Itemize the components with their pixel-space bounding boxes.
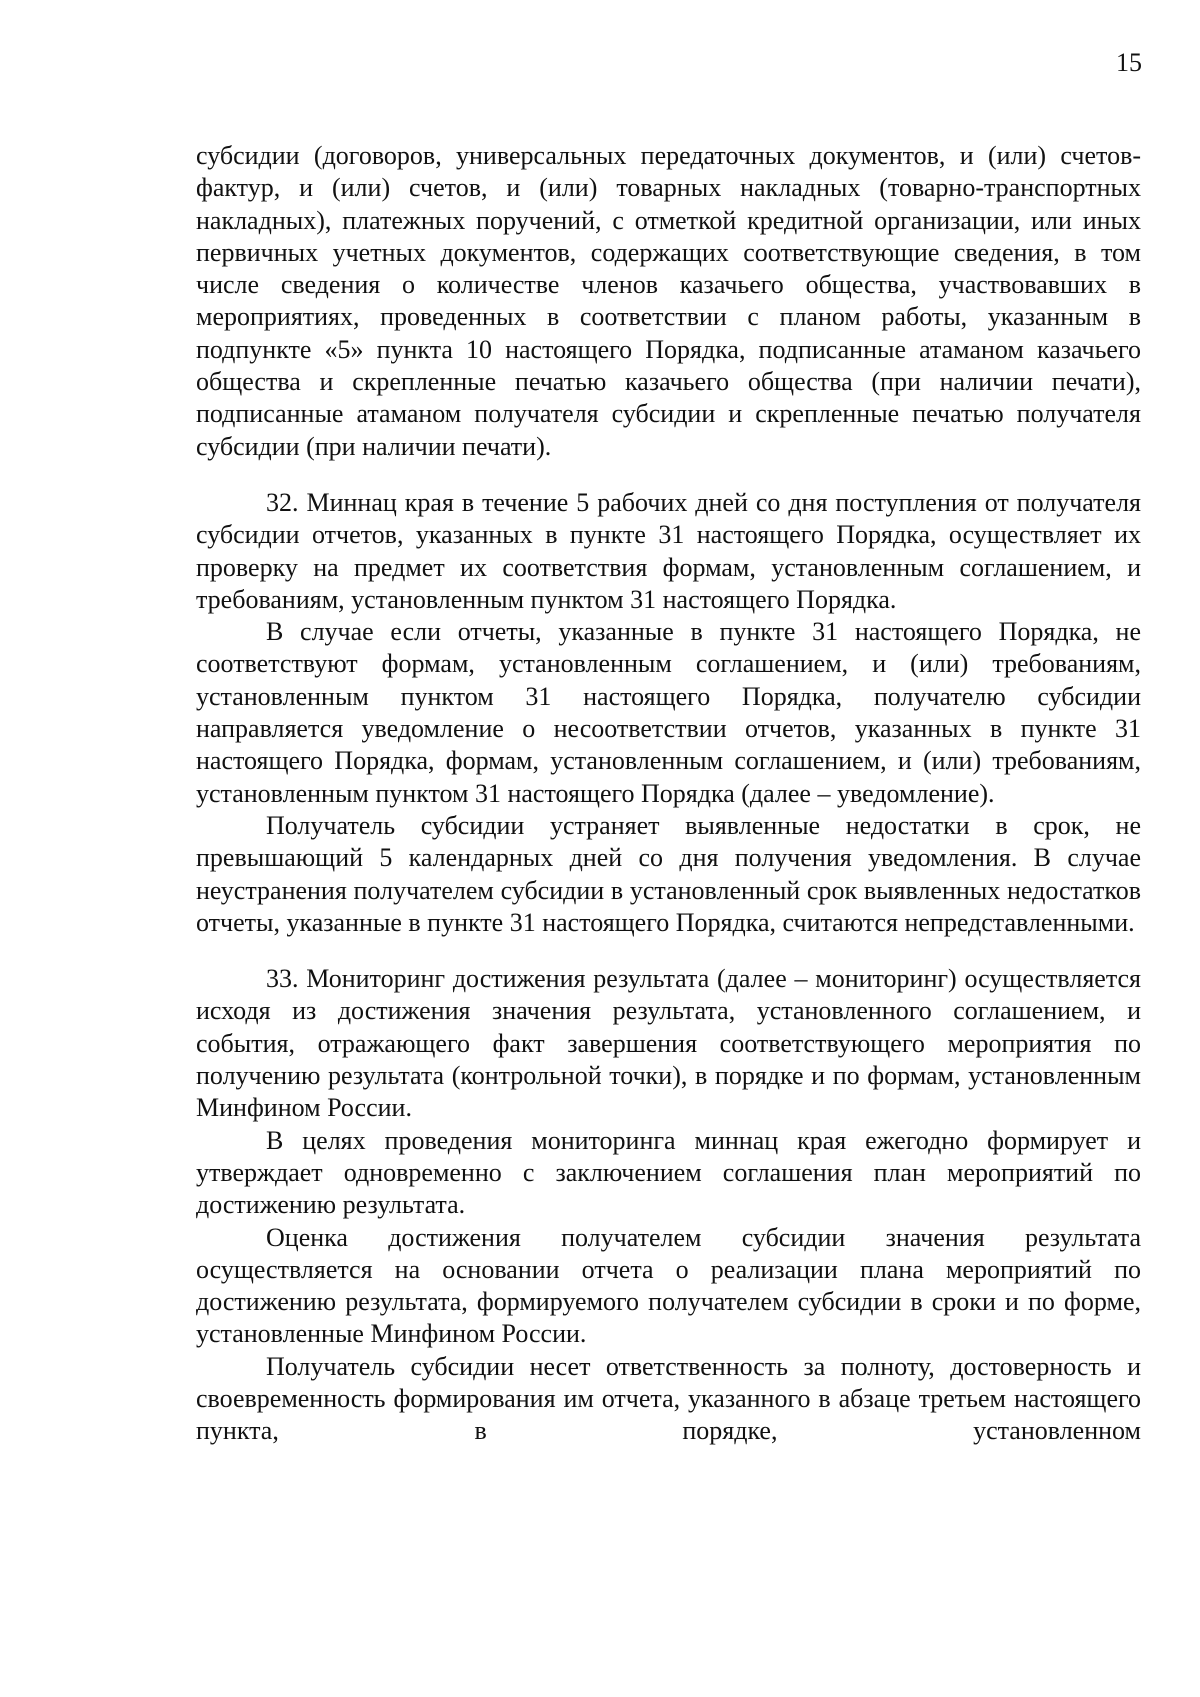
- paragraph-33-responsibility: Получатель субсидии несет ответственность за полноту, достоверность и своевременность формирования им отчета, указанного в абзаце третьем настоящего пункта, в порядке, установленном: [196, 1351, 1141, 1446]
- paragraph-32-correction: Получатель субсидии устраняет выявленные недостатки в срок, не превышающий 5 календарных дней со дня получения уведомления. В случае неустранения получателем субсидии в установленный срок выявленных недостатков отчеты, указанные в пункте 31 настоящего Порядка, считаются непредставленными.: [196, 810, 1141, 937]
- paragraph-32: 32. Миннац края в течение 5 рабочих дней со дня поступления от получателя субсидии отчетов, указанных в пункте 31 настоящего Порядка, осуществляет их проверку на предмет их соответствия формам, установленным соглашением, и требованиям, установленным пунктом 31 настоящего Порядка.: [196, 487, 1141, 614]
- document-body: [196, 140, 1141, 1448]
- paragraph-continuation-31: субсидии (договоров, универсальных передаточных документов, и (или) счетов-фактур, и (или) счетов, и (или) товарных накладных (товарно-транспортных накладных), платежных поручений, с отметкой кредитной организации, или иных первичных учетных документов, содержащих соответствующие сведения, в том числе сведения о количестве членов казачьего общества, участвовавших в мероприятиях, проведенных в соответствии с планом работы, указанным в подпункте «5» пункта 10 настоящего Порядка, подписанные атаманом казачьего общества и скрепленные печатью казачьего общества (при наличии печати), подписанные атаманом получателя субсидии и скрепленные печатью получателя субсидии (при наличии печати).: [196, 141, 1141, 461]
- page-number: 15: [1116, 48, 1142, 77]
- paragraph-33-plan: В целях проведения мониторинга миннац края ежегодно формирует и утверждает одновременно с заключением соглашения план мероприятий по достижению результата.: [196, 1125, 1141, 1220]
- paragraph-33-evaluation: Оценка достижения получателем субсидии значения результата осуществляется на основании отчета о реализации плана мероприятий по достижению результата, формируемого получателем субсидии в сроки и по форме, установленные Минфином России.: [196, 1222, 1141, 1349]
- paragraph-33: 33. Мониторинг достижения результата (далее – мониторинг) осуществляется исходя из достижения значения результата, установленного соглашением, и события, отражающего факт завершения соответствующего мероприятия по получению результата (контрольной точки), в порядке и по формам, установленным Минфином России.: [196, 964, 1141, 1123]
- paragraph-32-nonconformity: В случае если отчеты, указанные в пункте 31 настоящего Порядка, не соответствуют формам, установленным соглашением, и (или) требованиям, установленным пунктом 31 настоящего Порядка, получателю субсидии направляется уведомление о несоответствии отчетов, указанных в пункте 31 настоящего Порядка, формам, установленным соглашением, и (или) требованиям, установленным пунктом 31 настоящего Порядка (далее – уведомление).: [196, 617, 1141, 808]
